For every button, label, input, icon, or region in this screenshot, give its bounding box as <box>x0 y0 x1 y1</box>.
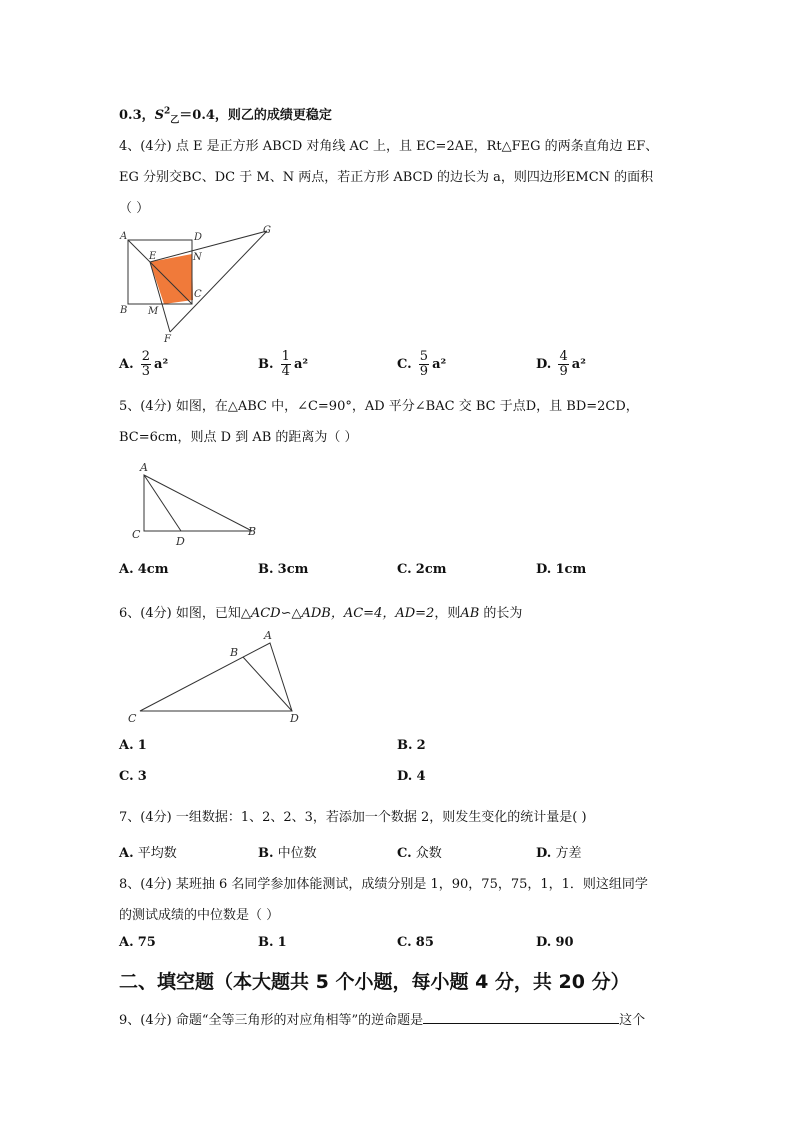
q5-option-d[interactable]: D. 1cm <box>536 562 587 577</box>
q4-figure <box>115 222 280 347</box>
q5-label-d: D <box>176 535 185 548</box>
q4-option-d-tail: a² <box>571 357 586 372</box>
q6-segment-bd <box>243 657 292 711</box>
q4-label-n: N <box>193 252 202 263</box>
q6-label-c: C <box>128 712 137 725</box>
q7-line1: 7、(4分) 一组数据：1、2、2、3，若添加一个数据 2，则发生变化的统计量是( ) <box>119 810 587 825</box>
q4-option-d-letter: D. <box>536 357 552 372</box>
q7-option-d[interactable]: D. 方差 <box>536 846 582 861</box>
prev-prefix: 0.3， <box>119 108 155 123</box>
q4-label-b: B <box>120 305 128 316</box>
q8-option-b[interactable]: B. 1 <box>258 935 287 950</box>
section-heading-fill-in: 二、填空题（本大题共 5 个小题，每小题 4 分，共 20 分） <box>119 971 630 993</box>
q5-option-b[interactable]: B. 3cm <box>258 562 309 577</box>
q8-line1: 8、(4分) 某班抽 6 名同学参加体能测试，成绩分别是 1，90，75，75，1，1．则这组同学 <box>119 877 648 892</box>
q7-option-b[interactable]: B. 中位数 <box>258 846 317 861</box>
q4-option-b[interactable] <box>258 350 308 380</box>
q6-label-b: B <box>230 646 239 659</box>
q6-option-b[interactable]: B. 2 <box>397 738 426 753</box>
q4-line1: 4、(4分) 点 E 是正方形 ABCD 对角线 AC 上，且 EC=2AE，Rt△FEG 的两条直角边 EF、 <box>119 139 659 154</box>
q5-line2: BC=6cm，则点 D 到 AB 的距离为（ ） <box>119 430 358 445</box>
q4-option-d-fraction: $\frac{4}{9}$ <box>559 349 568 379</box>
q5-label-b: B <box>248 525 257 538</box>
q4-label-f: F <box>164 334 171 345</box>
q6-label-d: D <box>290 712 299 725</box>
q4-label-a: A <box>120 231 128 242</box>
q4-option-a[interactable] <box>119 350 168 380</box>
q5-option-a[interactable]: A. 4cm <box>119 562 169 577</box>
q4-option-a-tail: a² <box>154 357 169 372</box>
q4-leg-eg <box>150 231 267 262</box>
variance-sup: 2 <box>164 106 171 117</box>
q6-ab: AB <box>460 606 480 621</box>
q4-label-e: E <box>149 251 157 262</box>
q4-option-a-fraction: $\frac{2}{3}$ <box>141 349 151 379</box>
q4-option-a-letter: A. <box>119 357 134 372</box>
q6-triangle <box>140 643 292 711</box>
q4-option-c-tail: a² <box>432 357 447 372</box>
q9-answer-blank[interactable] <box>423 1011 619 1024</box>
prev-suffix: ＝0.4，则乙的成绩更稳定 <box>179 108 332 123</box>
q8-line2: 的测试成绩的中位数是（ ） <box>119 908 280 923</box>
previous-answer-line <box>119 104 332 126</box>
q6-option-d[interactable]: D. 4 <box>397 769 426 784</box>
q4-option-b-fraction: $\frac{1}{4}$ <box>281 349 290 379</box>
variance-symbol: S <box>154 108 165 123</box>
q4-option-c[interactable] <box>397 350 446 380</box>
q5-option-c[interactable]: C. 2cm <box>397 562 447 577</box>
q6-option-a[interactable]: A. 1 <box>119 738 147 753</box>
q4-option-c-fraction: $\frac{5}{9}$ <box>419 349 429 379</box>
q9-prefix: 9、(4分) 命题“全等三角形的对应角相等”的逆命题是 <box>119 1013 424 1028</box>
q5-label-c: C <box>132 528 141 541</box>
q7-option-a[interactable]: A. 平均数 <box>119 846 177 861</box>
q6-suffix: 的长为 <box>479 606 523 621</box>
q9-line1 <box>119 1009 645 1028</box>
q6-label-a: A <box>264 629 272 642</box>
q6-figure <box>124 628 310 728</box>
q5-label-a: A <box>140 461 148 474</box>
q9-suffix: 这个 <box>619 1013 646 1028</box>
q4-label-d: D <box>194 232 203 243</box>
q4-option-b-letter: B. <box>258 357 274 372</box>
q4-option-c-letter: C. <box>397 357 412 372</box>
variance-sub: 乙 <box>170 115 180 126</box>
q8-option-d[interactable]: D. 90 <box>536 935 574 950</box>
q8-option-c[interactable]: C. 85 <box>397 935 434 950</box>
q6-line1 <box>119 602 522 621</box>
q6-middle: ，则 <box>434 606 461 621</box>
q4-shaded-quadrilateral <box>150 254 193 304</box>
q4-option-d[interactable] <box>536 350 586 380</box>
q4-line2: EG 分别交BC、DC 于 M、N 两点，若正方形 ABCD 的边长为 a，则四边形EMCN 的面积 <box>119 170 654 185</box>
q6-math: △ACD∽△ADB，AC=4，AD=2 <box>240 606 435 621</box>
q4-label-m: M <box>148 306 159 317</box>
q5-figure <box>126 458 266 550</box>
q5-line1: 5、(4分) 如图，在△ABC 中，∠C=90°，AD 平分∠BAC 交 BC 于点D，且 BD=2CD， <box>119 399 639 414</box>
q5-triangle <box>144 475 252 531</box>
q4-label-g: G <box>263 225 271 236</box>
q7-option-c[interactable]: C. 众数 <box>397 846 442 861</box>
q5-bisector-ad <box>144 475 181 531</box>
q6-option-c[interactable]: C. 3 <box>119 769 147 784</box>
q8-option-a[interactable]: A. 75 <box>119 935 156 950</box>
q4-line3: （ ） <box>119 201 150 216</box>
q6-prefix: 6、(4分) 如图，已知 <box>119 606 241 621</box>
q4-label-c: C <box>194 289 202 300</box>
q4-option-b-tail: a² <box>293 357 309 372</box>
